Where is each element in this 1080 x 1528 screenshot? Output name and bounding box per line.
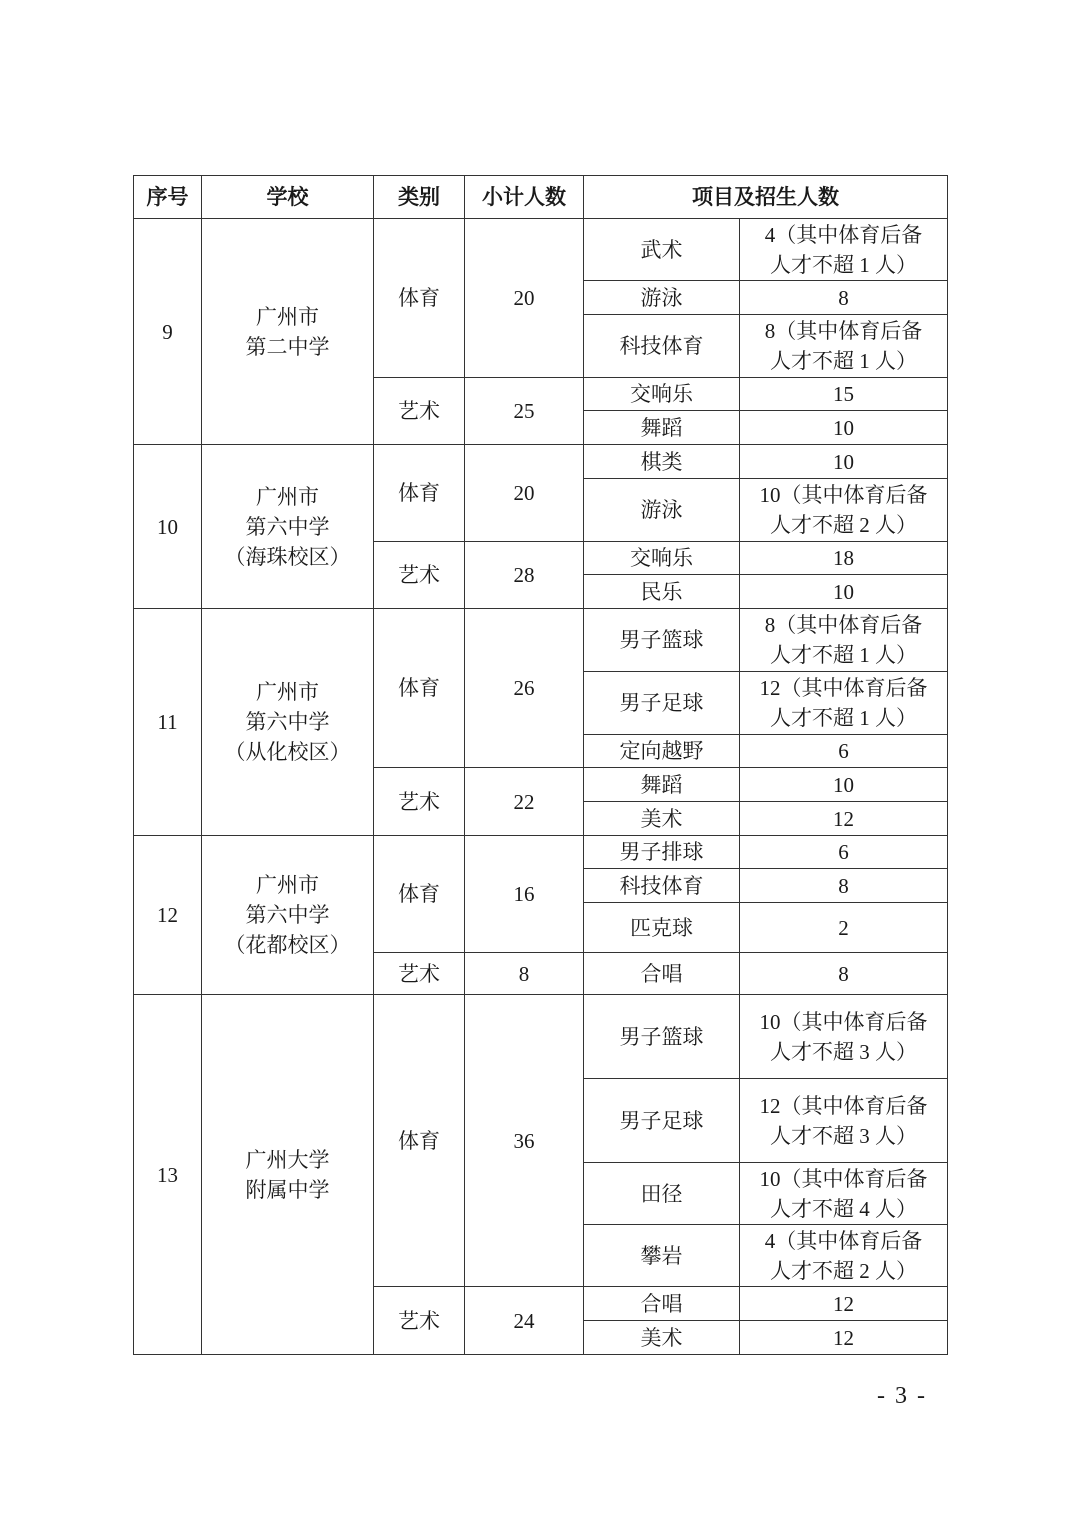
item-name: 武术 <box>584 219 740 281</box>
item-count <box>740 1163 948 1225</box>
header-items: 项目及招生人数 <box>584 176 948 219</box>
category-type: 体育 <box>374 609 465 768</box>
item-count-line: 10 <box>833 415 854 440</box>
table-row <box>134 995 948 1079</box>
school-name-line: 广州市 <box>256 484 319 509</box>
header-index: 序号 <box>134 176 202 219</box>
item-count <box>740 836 948 869</box>
item-count <box>740 672 948 735</box>
item-name: 定向越野 <box>584 735 740 768</box>
item-count <box>740 609 948 672</box>
item-count <box>740 575 948 609</box>
row-index: 12 <box>134 836 202 995</box>
school-name-line: 广州大学 <box>245 1147 330 1172</box>
category-type: 体育 <box>374 836 465 953</box>
school-name-line: 第二中学 <box>245 334 330 359</box>
category-subtotal: 20 <box>465 445 584 542</box>
row-index: 9 <box>134 219 202 445</box>
category-type: 艺术 <box>374 1287 465 1355</box>
item-count-line: 人才不超 1 人） <box>770 706 917 730</box>
category-type: 艺术 <box>374 768 465 836</box>
school-name-line: 广州市 <box>256 304 319 329</box>
category-type: 艺术 <box>374 542 465 609</box>
item-name: 美术 <box>584 802 740 836</box>
item-count-line: 8（其中体育后备 <box>764 613 923 637</box>
item-name: 交响乐 <box>584 542 740 575</box>
item-name: 男子排球 <box>584 836 740 869</box>
item-count <box>740 903 948 953</box>
item-count-line: 12（其中体育后备 <box>759 676 928 700</box>
item-name: 男子篮球 <box>584 995 740 1079</box>
item-count-line: 8 <box>838 285 849 310</box>
item-count-line: 10（其中体育后备 <box>759 1166 928 1191</box>
item-name: 民乐 <box>584 575 740 609</box>
item-count-line: 人才不超 3 人） <box>770 1123 917 1148</box>
item-count-line: 10（其中体育后备 <box>759 1009 928 1034</box>
item-name: 合唱 <box>584 1287 740 1321</box>
item-name: 交响乐 <box>584 378 740 411</box>
item-name: 游泳 <box>584 281 740 315</box>
item-name: 棋类 <box>584 445 740 479</box>
item-count <box>740 802 948 836</box>
item-count-line: 10（其中体育后备 <box>759 483 928 507</box>
item-count-line: 8 <box>838 961 849 986</box>
item-count <box>740 1287 948 1321</box>
category-subtotal: 8 <box>465 953 584 995</box>
table-row <box>134 445 948 479</box>
item-count <box>740 411 948 445</box>
school-name-line: 第六中学 <box>245 903 330 927</box>
school-name-line: 附属中学 <box>245 1177 330 1202</box>
table-row <box>134 836 948 869</box>
item-count-line: 人才不超 1 人） <box>770 349 917 373</box>
header-school: 学校 <box>202 176 374 219</box>
item-name: 美术 <box>584 1321 740 1355</box>
category-subtotal: 22 <box>465 768 584 836</box>
item-count <box>740 1079 948 1163</box>
item-count-line: 人才不超 1 人） <box>770 643 917 667</box>
item-name: 游泳 <box>584 479 740 542</box>
item-count <box>740 378 948 411</box>
table-row <box>134 609 948 672</box>
item-count-line: 人才不超 3 人） <box>770 1039 917 1064</box>
category-subtotal: 28 <box>465 542 584 609</box>
school-name-line: 广州市 <box>256 873 319 897</box>
category-type: 艺术 <box>374 378 465 445</box>
item-count-line: 人才不超 2 人） <box>770 513 917 537</box>
item-name: 匹克球 <box>584 903 740 953</box>
item-count-line: 4（其中体育后备 <box>764 222 923 247</box>
item-count-line: 12 <box>833 1291 854 1316</box>
item-count-line: 2 <box>838 915 849 940</box>
item-name: 合唱 <box>584 953 740 995</box>
table-body <box>134 219 948 1355</box>
row-index: 10 <box>134 445 202 609</box>
header-subtotal: 小计人数 <box>465 176 584 219</box>
item-count <box>740 953 948 995</box>
item-name: 田径 <box>584 1163 740 1225</box>
item-count-line: 4（其中体育后备 <box>764 1228 923 1253</box>
item-count-line: 8 <box>838 873 849 898</box>
item-count <box>740 445 948 479</box>
school-name <box>202 445 374 609</box>
category-subtotal: 20 <box>465 219 584 378</box>
item-count <box>740 219 948 281</box>
school-name-line: 第六中学 <box>245 710 330 734</box>
item-count-line: 10 <box>833 579 854 604</box>
school-name <box>202 836 374 995</box>
table-header-row <box>134 176 948 219</box>
item-count <box>740 542 948 575</box>
header-category: 类别 <box>374 176 465 219</box>
item-count-line: 10 <box>833 449 854 474</box>
item-count <box>740 768 948 802</box>
item-count-line: 12 <box>833 806 854 831</box>
school-name-line: （花都校区） <box>224 933 351 957</box>
category-subtotal: 36 <box>465 995 584 1287</box>
enrollment-table <box>133 175 948 1355</box>
school-name-line: （从化校区） <box>224 740 351 764</box>
table-row <box>134 219 948 281</box>
category-type: 体育 <box>374 219 465 378</box>
school-name <box>202 995 374 1355</box>
item-count <box>740 1225 948 1287</box>
category-subtotal: 24 <box>465 1287 584 1355</box>
item-count <box>740 315 948 378</box>
page-number: - 3 - <box>877 1383 927 1409</box>
item-name: 攀岩 <box>584 1225 740 1287</box>
item-count-line: 8（其中体育后备 <box>764 319 923 343</box>
item-name: 男子足球 <box>584 672 740 735</box>
item-count-line: 10 <box>833 772 854 797</box>
item-count <box>740 869 948 903</box>
category-subtotal: 26 <box>465 609 584 768</box>
school-name-line: 第六中学 <box>245 514 330 539</box>
item-count <box>740 1321 948 1355</box>
item-name: 科技体育 <box>584 315 740 378</box>
category-type: 艺术 <box>374 953 465 995</box>
school-name-line: （海珠校区） <box>224 544 351 569</box>
item-count-line: 人才不超 1 人） <box>770 252 917 277</box>
row-index: 11 <box>134 609 202 836</box>
item-name: 男子篮球 <box>584 609 740 672</box>
item-count <box>740 479 948 542</box>
item-count-line: 人才不超 4 人） <box>770 1196 917 1221</box>
item-name: 男子足球 <box>584 1079 740 1163</box>
item-count-line: 15 <box>833 382 854 406</box>
school-name-line: 广州市 <box>256 680 319 704</box>
category-subtotal: 25 <box>465 378 584 445</box>
item-count-line: 12（其中体育后备 <box>759 1093 928 1118</box>
category-subtotal: 16 <box>465 836 584 953</box>
school-name <box>202 609 374 836</box>
item-count <box>740 735 948 768</box>
item-name: 舞蹈 <box>584 411 740 445</box>
item-count-line: 人才不超 2 人） <box>770 1258 917 1283</box>
item-name: 科技体育 <box>584 869 740 903</box>
school-name <box>202 219 374 445</box>
item-count-line: 6 <box>838 840 849 864</box>
row-index: 13 <box>134 995 202 1355</box>
category-type: 体育 <box>374 445 465 542</box>
item-count <box>740 281 948 315</box>
item-count-line: 18 <box>833 546 854 570</box>
item-count-line: 12 <box>833 1325 854 1350</box>
item-name: 舞蹈 <box>584 768 740 802</box>
item-count-line: 6 <box>838 739 849 763</box>
category-type: 体育 <box>374 995 465 1287</box>
item-count <box>740 995 948 1079</box>
